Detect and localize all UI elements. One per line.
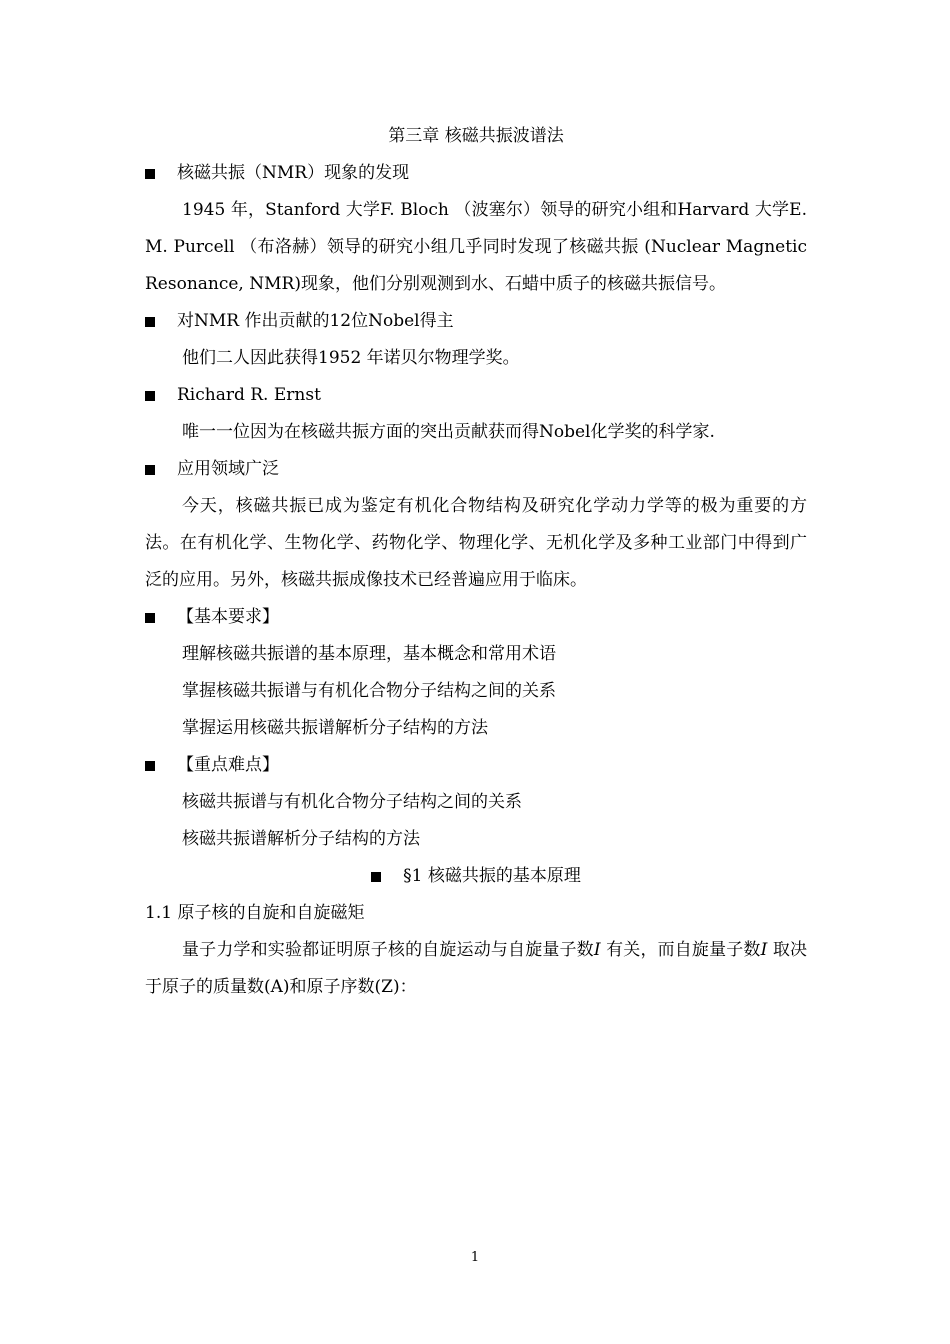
nobel-heading-text: 对NMR 作出贡献的12位Nobel得主	[177, 311, 454, 331]
discovery-paragraph: 1945 年，Stanford 大学F. Bloch （波塞尔）领导的研究小组和Harvard 大学E. M. Purcell （布洛赫）领导的研究小组几乎同时发现了核磁共振 (Nuclear Magnetic Resonance, NMR)现象，他们分别观测到水、石蜡中质子的核磁共振信号。	[145, 200, 807, 294]
requirement-item: 理解核磁共振谱的基本原理，基本概念和常用术语	[182, 644, 556, 664]
chapter-title: 第三章 核磁共振波谱法	[388, 126, 564, 146]
ernst-heading-text: Richard R. Ernst	[177, 385, 321, 405]
square-bullet-icon	[371, 872, 381, 882]
requirement-item: 掌握运用核磁共振谱解析分子结构的方法	[182, 718, 488, 738]
square-bullet-icon	[145, 465, 155, 475]
discovery-heading	[145, 155, 807, 192]
square-bullet-icon	[145, 391, 155, 401]
document-body	[145, 118, 807, 1006]
application-heading-text: 应用领域广泛	[177, 459, 279, 479]
discovery-heading-text: 核磁共振（NMR）现象的发现	[177, 163, 410, 183]
difficulty-item: 核磁共振谱解析分子结构的方法	[182, 829, 420, 849]
spin-symbol: I	[593, 940, 601, 960]
requirements-heading	[145, 599, 807, 636]
application-paragraph: 今天，核磁共振已成为鉴定有机化合物结构及研究化学动力学等的极为重要的方法。在有机化学、生物化学、药物化学、物理化学、无机化学及多种工业部门中得到广泛的应用。另外，核磁共振成像技术已经普遍应用于临床。	[145, 496, 807, 590]
application-heading	[145, 451, 807, 488]
nobel-heading	[145, 303, 807, 340]
spin-text-part3: 取决于原子的质量数(A)和原子序数(Z)：	[145, 940, 808, 997]
section-heading-text: §1 核磁共振的基本原理	[403, 866, 581, 886]
section-heading	[145, 858, 807, 895]
difficulties-heading	[145, 747, 807, 784]
requirements-heading-text: 【基本要求】	[177, 607, 279, 627]
square-bullet-icon	[145, 613, 155, 623]
page-number: 1	[470, 1250, 480, 1265]
square-bullet-icon	[145, 317, 155, 327]
ernst-heading	[145, 377, 807, 414]
difficulty-item: 核磁共振谱与有机化合物分子结构之间的关系	[182, 792, 522, 812]
spin-text-part2: 有关，而自旋量子数	[600, 940, 761, 960]
requirement-item: 掌握核磁共振谱与有机化合物分子结构之间的关系	[182, 681, 556, 701]
spin-text-part1: 量子力学和实验都证明原子核的自旋运动与自旋量子数	[182, 940, 594, 960]
nobel-paragraph: 他们二人因此获得1952 年诺贝尔物理学奖。	[182, 348, 520, 368]
subsection-heading: 1.1 原子核的自旋和自旋磁矩	[145, 903, 365, 923]
spin-paragraph	[145, 932, 807, 1006]
spin-symbol: I	[760, 940, 768, 960]
square-bullet-icon	[145, 761, 155, 771]
ernst-paragraph: 唯一一位因为在核磁共振方面的突出贡献获而得Nobel化学奖的科学家.	[182, 422, 715, 442]
difficulties-heading-text: 【重点难点】	[177, 755, 279, 775]
square-bullet-icon	[145, 169, 155, 179]
